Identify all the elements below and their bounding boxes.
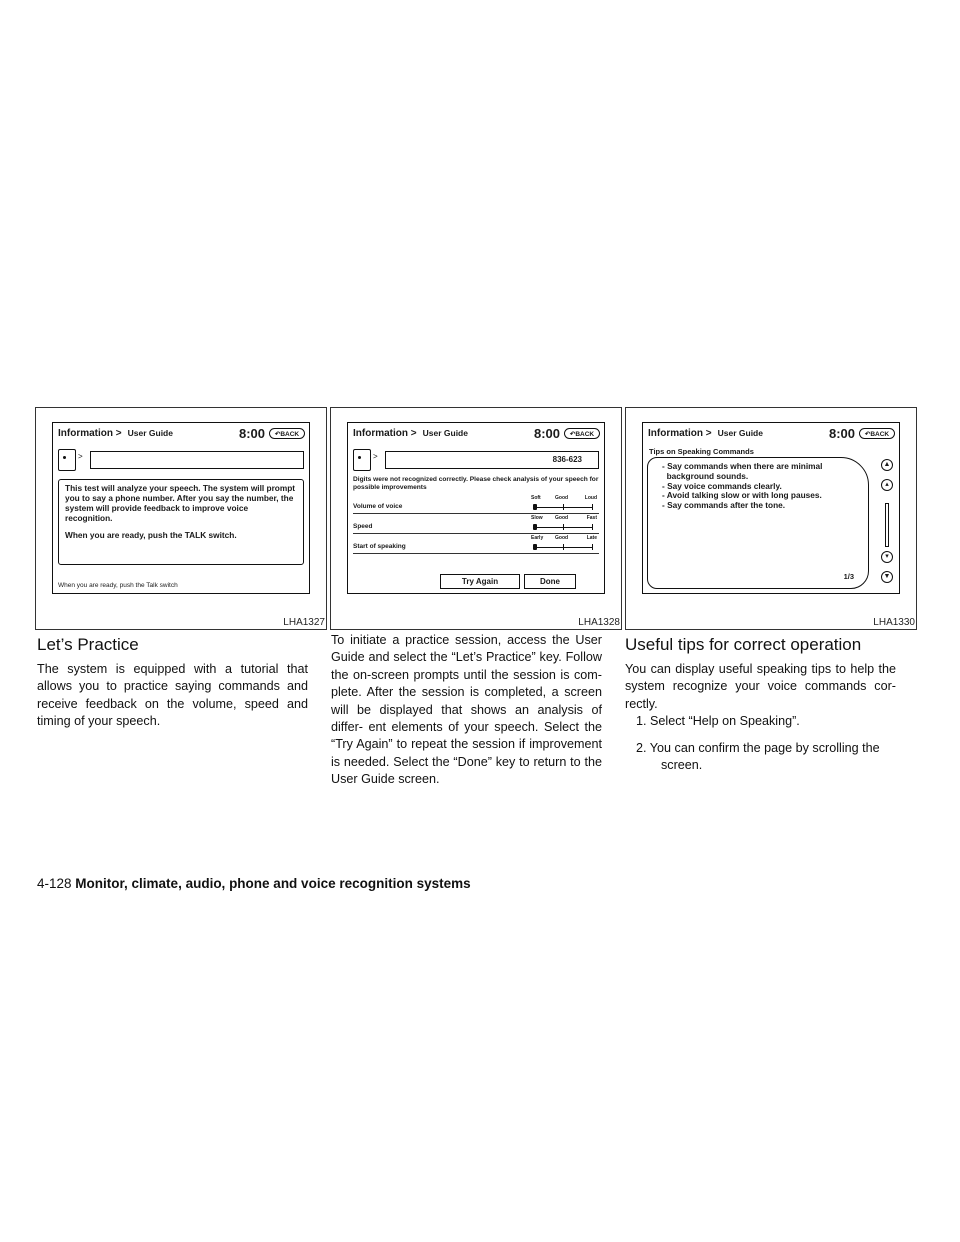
chapter-title: Monitor, climate, audio, phone and voice recognition systems bbox=[75, 876, 471, 891]
back-button[interactable]: ↶BACK bbox=[564, 428, 600, 439]
heading-useful-tips: Useful tips for correct operation bbox=[625, 635, 862, 654]
try-again-button[interactable]: Try Again bbox=[440, 574, 520, 589]
useful-tips-body: You can display useful speaking tips to help the system recognize your voice commands cor- rectly. bbox=[625, 662, 896, 711]
scrollbar[interactable] bbox=[885, 503, 889, 547]
back-arrow-icon: ↶ bbox=[569, 431, 576, 438]
done-button[interactable]: Done bbox=[524, 574, 576, 589]
volume-marker bbox=[533, 504, 537, 510]
scroll-up-icon[interactable]: ▴ bbox=[881, 479, 893, 491]
tips-title: Tips on Speaking Commands bbox=[649, 447, 754, 456]
back-arrow-icon: ↶ bbox=[274, 431, 281, 438]
page-footer bbox=[37, 876, 471, 891]
tip-line: - Say voice commands clearly. bbox=[662, 480, 782, 491]
screen-footer: When you are ready, push the Talk switch bbox=[58, 582, 178, 589]
start-marker bbox=[533, 544, 537, 550]
step-1: 1. Select “Help on Speaking”. bbox=[636, 714, 800, 728]
page-number: 4-128 bbox=[37, 876, 72, 891]
screen-lets-practice bbox=[52, 422, 310, 594]
figure-code: LHA1328 bbox=[578, 617, 620, 628]
page-indicator: 1/3 bbox=[843, 572, 854, 582]
volume-scale: Soft Good Loud bbox=[531, 495, 597, 513]
tip-line: - Say commands after the tone. bbox=[662, 500, 786, 511]
scroll-bottom-icon[interactable]: ▼ bbox=[881, 571, 893, 583]
heading-lets-practice: Let’s Practice bbox=[37, 635, 139, 654]
speed-scale: Slow Good Fast bbox=[531, 515, 597, 533]
screen-analysis bbox=[347, 422, 605, 594]
message-prompt: When you are ready, push the TALK switch. bbox=[65, 529, 237, 540]
tip-line: background sounds. bbox=[662, 470, 749, 481]
figure-lha1328 bbox=[330, 407, 622, 630]
back-button[interactable]: ↶BACK bbox=[859, 428, 895, 439]
screen-header: Information > User Guide bbox=[648, 428, 763, 439]
figure-lha1327 bbox=[35, 407, 327, 630]
step-2-cont: screen. bbox=[661, 758, 703, 772]
back-button[interactable]: ↶BACK bbox=[269, 428, 305, 439]
figure-code: LHA1327 bbox=[283, 617, 325, 628]
start-scale: Early Good Late bbox=[531, 535, 597, 553]
speaking-head-icon bbox=[58, 449, 76, 471]
tip-line: - Avoid talking slow or with long pauses. bbox=[662, 490, 822, 501]
figure-code: LHA1330 bbox=[873, 617, 915, 628]
initiate-body: To initiate a practice session, access the User Guide and select the “Let’s Practice” key. Follow the on-screen prompts until the session is com- plete. After the session is completed, a screen will be displayed that shows an analysis of differ- ent elements of your speech. Select the “Try Again” to repeat the session if improvement is needed. Select the “Done” key to return to the User Guide screen. bbox=[331, 633, 602, 787]
tip-line: - Say commands when there are minimal bbox=[662, 461, 823, 471]
screen-tips bbox=[642, 422, 900, 594]
scroll-down-icon[interactable]: ▾ bbox=[881, 551, 893, 563]
scroll-top-icon[interactable]: ▲ bbox=[881, 459, 893, 471]
metric-start: Start of speaking Early Good Late bbox=[353, 535, 599, 554]
clock: 8:00 bbox=[533, 426, 560, 441]
metric-speed: Speed Slow Good Fast bbox=[353, 515, 599, 534]
screen-header: Information > User Guide bbox=[58, 428, 173, 439]
recognized-number: 836-623 bbox=[385, 451, 599, 469]
speaking-head-icon bbox=[353, 449, 371, 471]
speed-marker bbox=[533, 524, 537, 530]
analysis-text: Digits were not recognized correctly. Please check analysis of your speech for possible improvements bbox=[353, 476, 599, 491]
clock: 8:00 bbox=[828, 426, 855, 441]
back-arrow-icon: ↶ bbox=[864, 431, 871, 438]
step-2: 2. You can confirm the page by scrolling the bbox=[636, 741, 880, 755]
lets-practice-body: The system is equipped with a tutorial that allows you to practice saying commands and receive feedback on the volume, speed and timing of your speech. bbox=[37, 662, 308, 729]
tips-box bbox=[647, 457, 869, 589]
voice-input-box bbox=[90, 451, 304, 469]
message-text: This test will analyze your speech. The system will prompt you to say a phone number. After you say the number, the system will provide feedback to improve voice recognition. bbox=[65, 483, 296, 523]
screen-header: Information > User Guide bbox=[353, 428, 468, 439]
figure-lha1330 bbox=[625, 407, 917, 630]
metric-volume: Volume of voice Soft Good Loud bbox=[353, 495, 599, 514]
clock: 8:00 bbox=[238, 426, 265, 441]
message-box bbox=[58, 479, 304, 565]
